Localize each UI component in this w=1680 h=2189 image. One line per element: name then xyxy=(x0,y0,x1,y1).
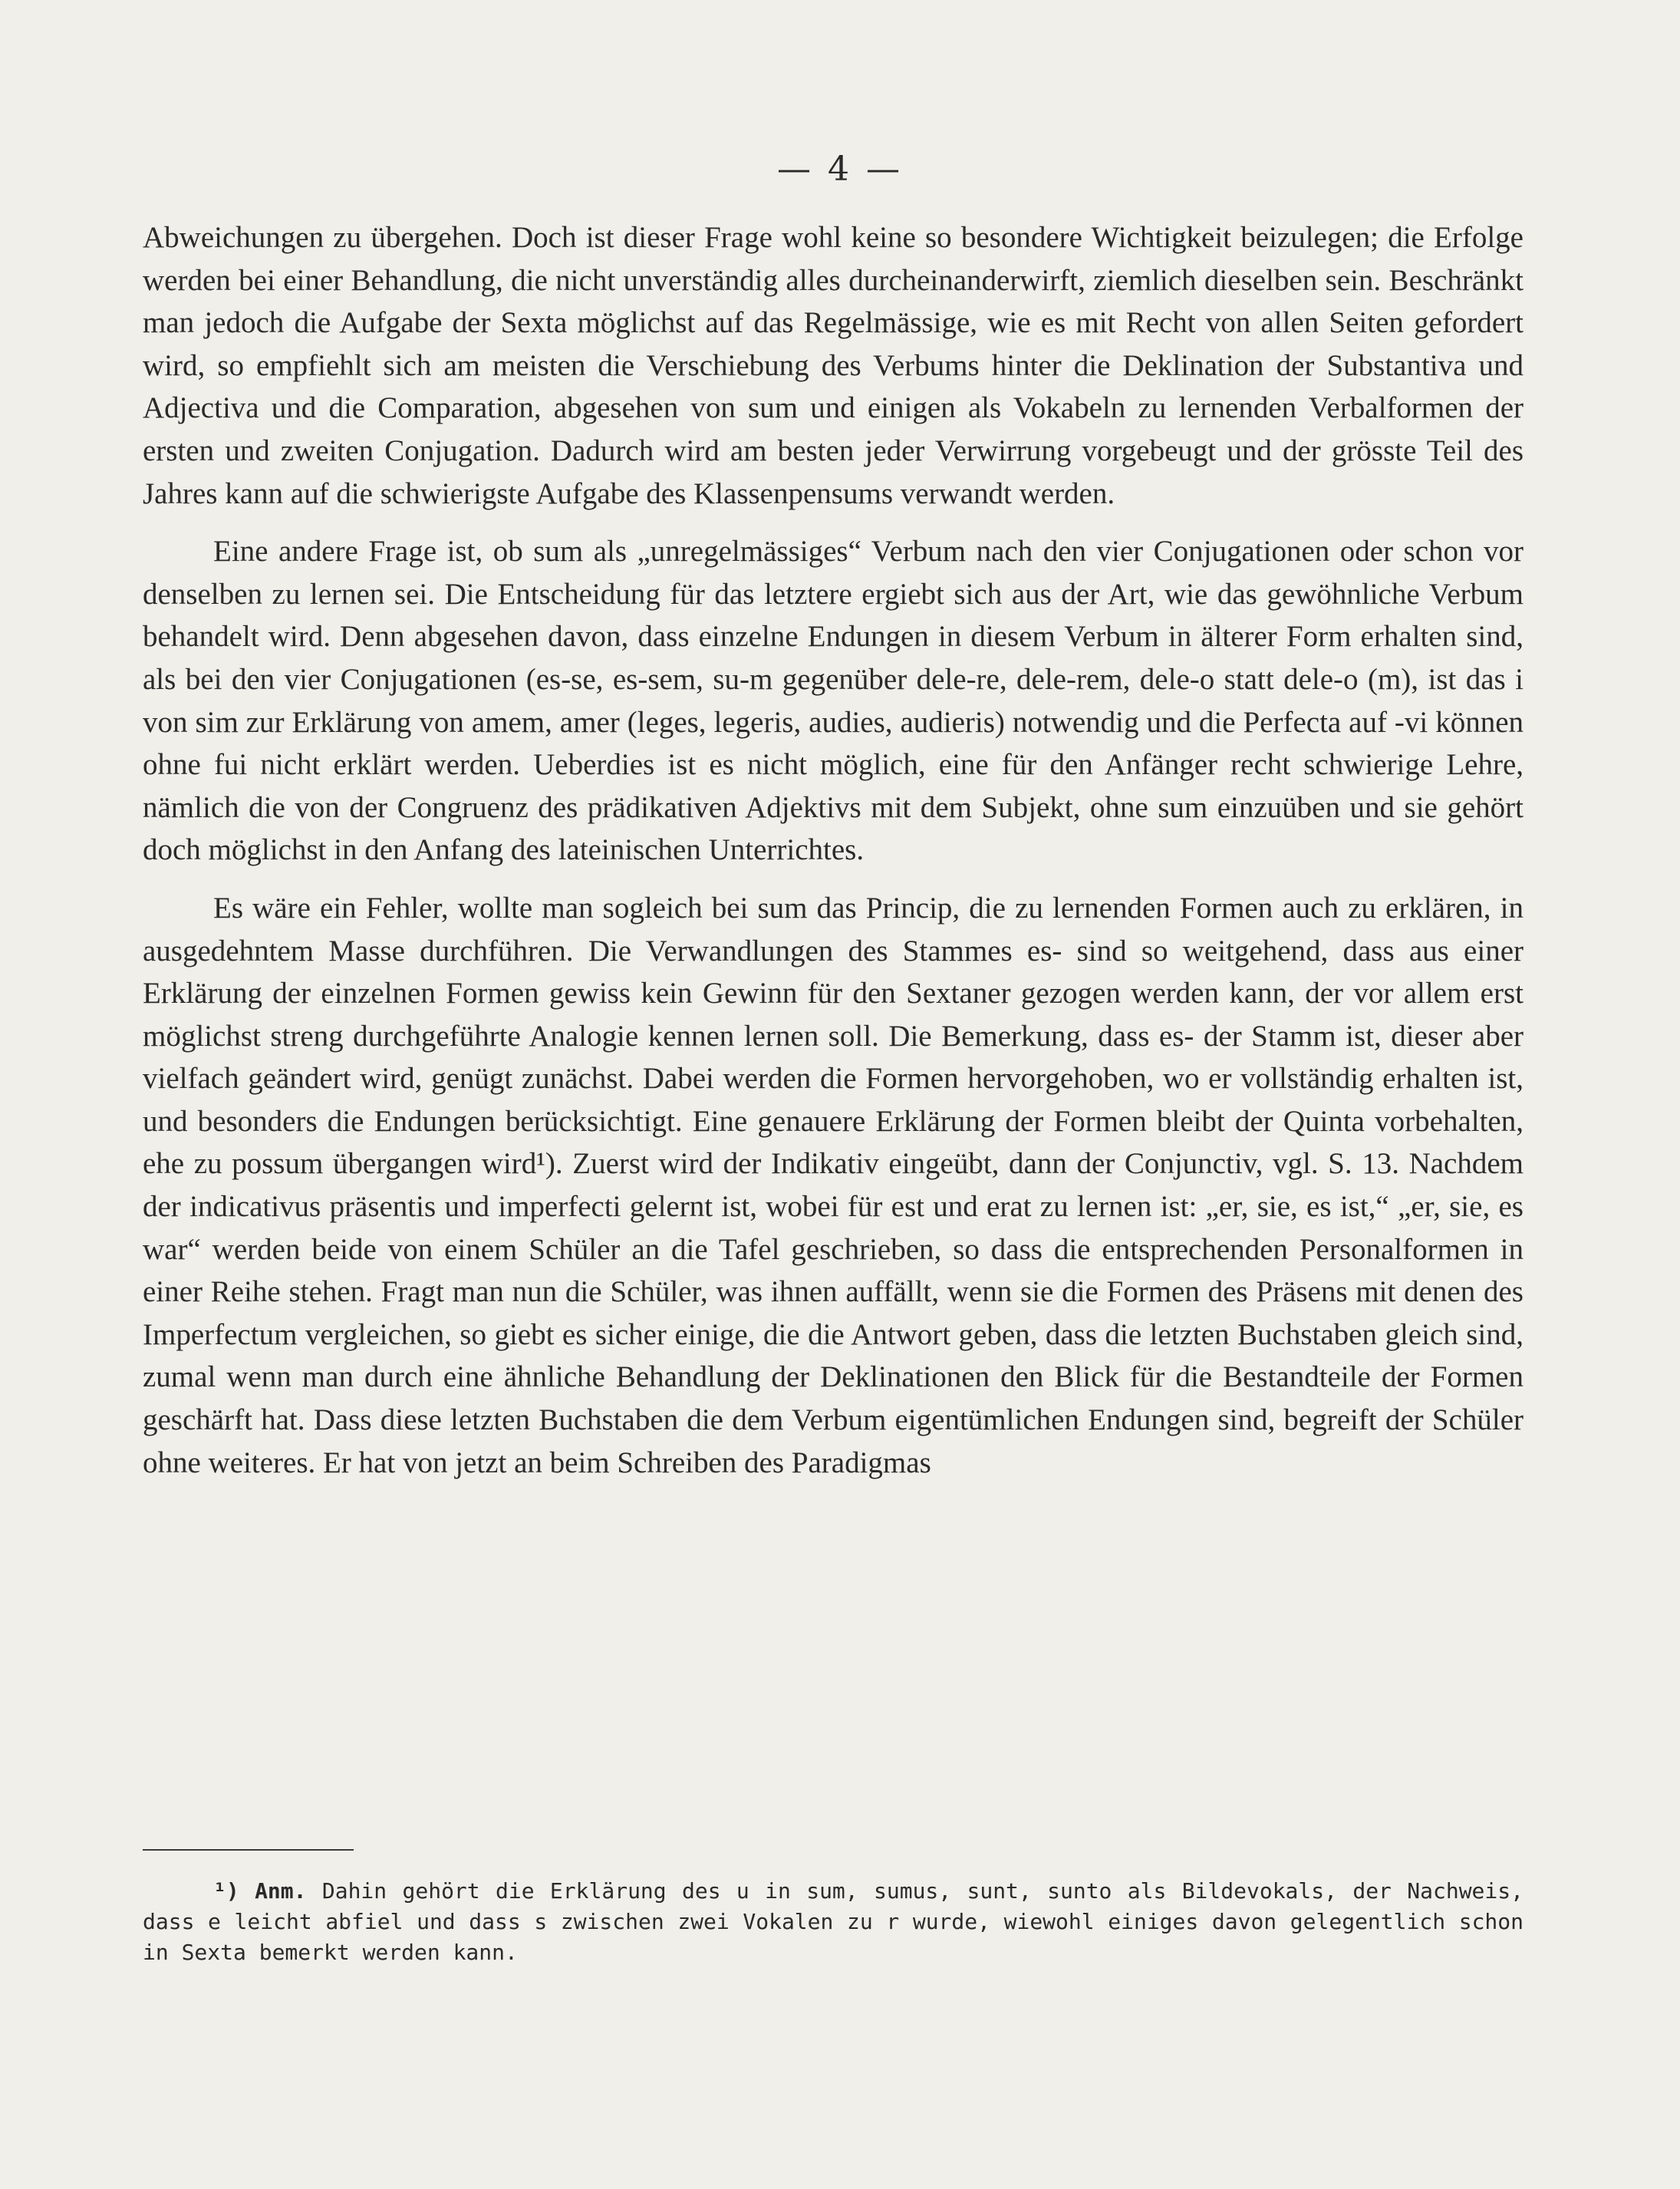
paragraph-2: Eine andere Frage ist, ob sum als „unregelmässiges“ Verbum nach den vier Conjugationen oder schon vor denselben zu lernen sei. Die Entscheidung für das letztere ergiebt sich aus der Art, wie das gewöhnliche Verbum behandelt wird. Denn abgesehen davon, dass einzelne Endungen in diesem Verbum in älterer Form erhalten sind, als bei den vier Conjugationen (es-se, es-sem, su-m gegenüber dele-re, dele-rem, dele-o statt dele-o (m), ist das i von sim zur Erklärung von amem, amer (leges, legeris, audies, audieris) notwendig und die Perfecta auf -vi können ohne fui nicht erklärt werden. Ueberdies ist es nicht möglich, eine für den Anfänger recht schwierige Lehre, nämlich die von der Congruenz des prädikativen Adjektivs mit dem Subjekt, ohne sum einzuüben und sie gehört doch möglichst in den Anfang des lateinischen Unterrichtes. xyxy=(143,535,1524,867)
paragraph-1: Abweichungen zu übergehen. Doch ist dieser Frage wohl keine so besondere Wichtigkeit beizulegen; die Erfolge werden bei einer Behandlung, die nicht unverständig alles durcheinanderwirft, ziemlich dieselben sein. Beschränkt man jedoch die Aufgabe der Sexta möglichst auf das Regelmässige, wie es mit Recht von allen Seiten gefordert wird, so empfiehlt sich am meisten die Verschiebung des Verbums hinter die Deklination der Substantiva und Adjectiva und die Comparation, abgesehen von sum und einigen als Vokabeln zu lernenden Verbalformen der ersten und zweiten Conjugation. Dadurch wird am besten jeder Verwirrung vorgebeugt und der grösste Teil des Jahres kann auf die schwierigste Aufgabe des Klassenpensums verwandt werden. xyxy=(143,221,1524,510)
body-text xyxy=(143,216,1524,1484)
footnote-divider xyxy=(143,1849,354,1851)
footnote-marker: ¹) Anm. xyxy=(213,1878,307,1904)
paragraph-3: Es wäre ein Fehler, wollte man sogleich bei sum das Princip, die zu lernenden Formen auch zu erklären, in ausgedehntem Masse durchführen. Die Verwandlungen des Stammes es- sind so weitgehend, dass aus einer Erklärung der einzelnen Formen gewiss kein Gewinn für den Sextaner gezogen werden kann, der vor allem erst möglichst streng durchgeführte Analogie kennen lernen soll. Die Bemerkung, dass es- der Stamm ist, dieser aber vielfach geändert wird, genügt zunächst. Dabei werden die Formen hervorgehoben, wo er vollständig erhalten ist, und besonders die Endungen berücksichtigt. Eine genauere Erklärung der Formen bleibt der Quinta vorbehalten, ehe zu possum übergangen wird¹). Zuerst wird der Indikativ eingeübt, dann der Conjunctiv, vgl. S. 13. Nachdem der indicativus präsentis und imperfecti gelernt ist, wobei für est und erat zu lernen ist: „er, sie, es ist,“ „er, sie, es war“ werden beide von einem Schüler an die Tafel geschrieben, so dass die entsprechenden Personalformen in einer Reihe stehen. Fragt man nun die Schüler, was ihnen auffällt, wenn sie die Formen des Präsens mit denen des Imperfectum vergleichen, so giebt es sicher einige, die die Antwort geben, dass die letzten Buchstaben gleich sind, zumal wenn man durch eine ähnliche Behandlung der Deklinationen den Blick für die Bestandteile der Formen geschärft hat. Dass diese letzten Buchstaben die dem Verbum eigentümlichen Endungen sind, begreift der Schüler ohne weiteres. Er hat von jetzt an beim Schreiben des Paradigmas xyxy=(143,891,1524,1479)
footnote xyxy=(143,1876,1524,1968)
page-number: — 4 — xyxy=(777,150,903,189)
footnote-text: Dahin gehört die Erklärung des u in sum, sumus, sunt, sunto als Bildevokals, der Nachweis, dass e leicht abfiel und dass s zwischen zwei Vokalen zu r wurde, wiewohl einiges davon gelegentlich schon in Sexta bemerkt werden kann. xyxy=(143,1878,1524,1965)
